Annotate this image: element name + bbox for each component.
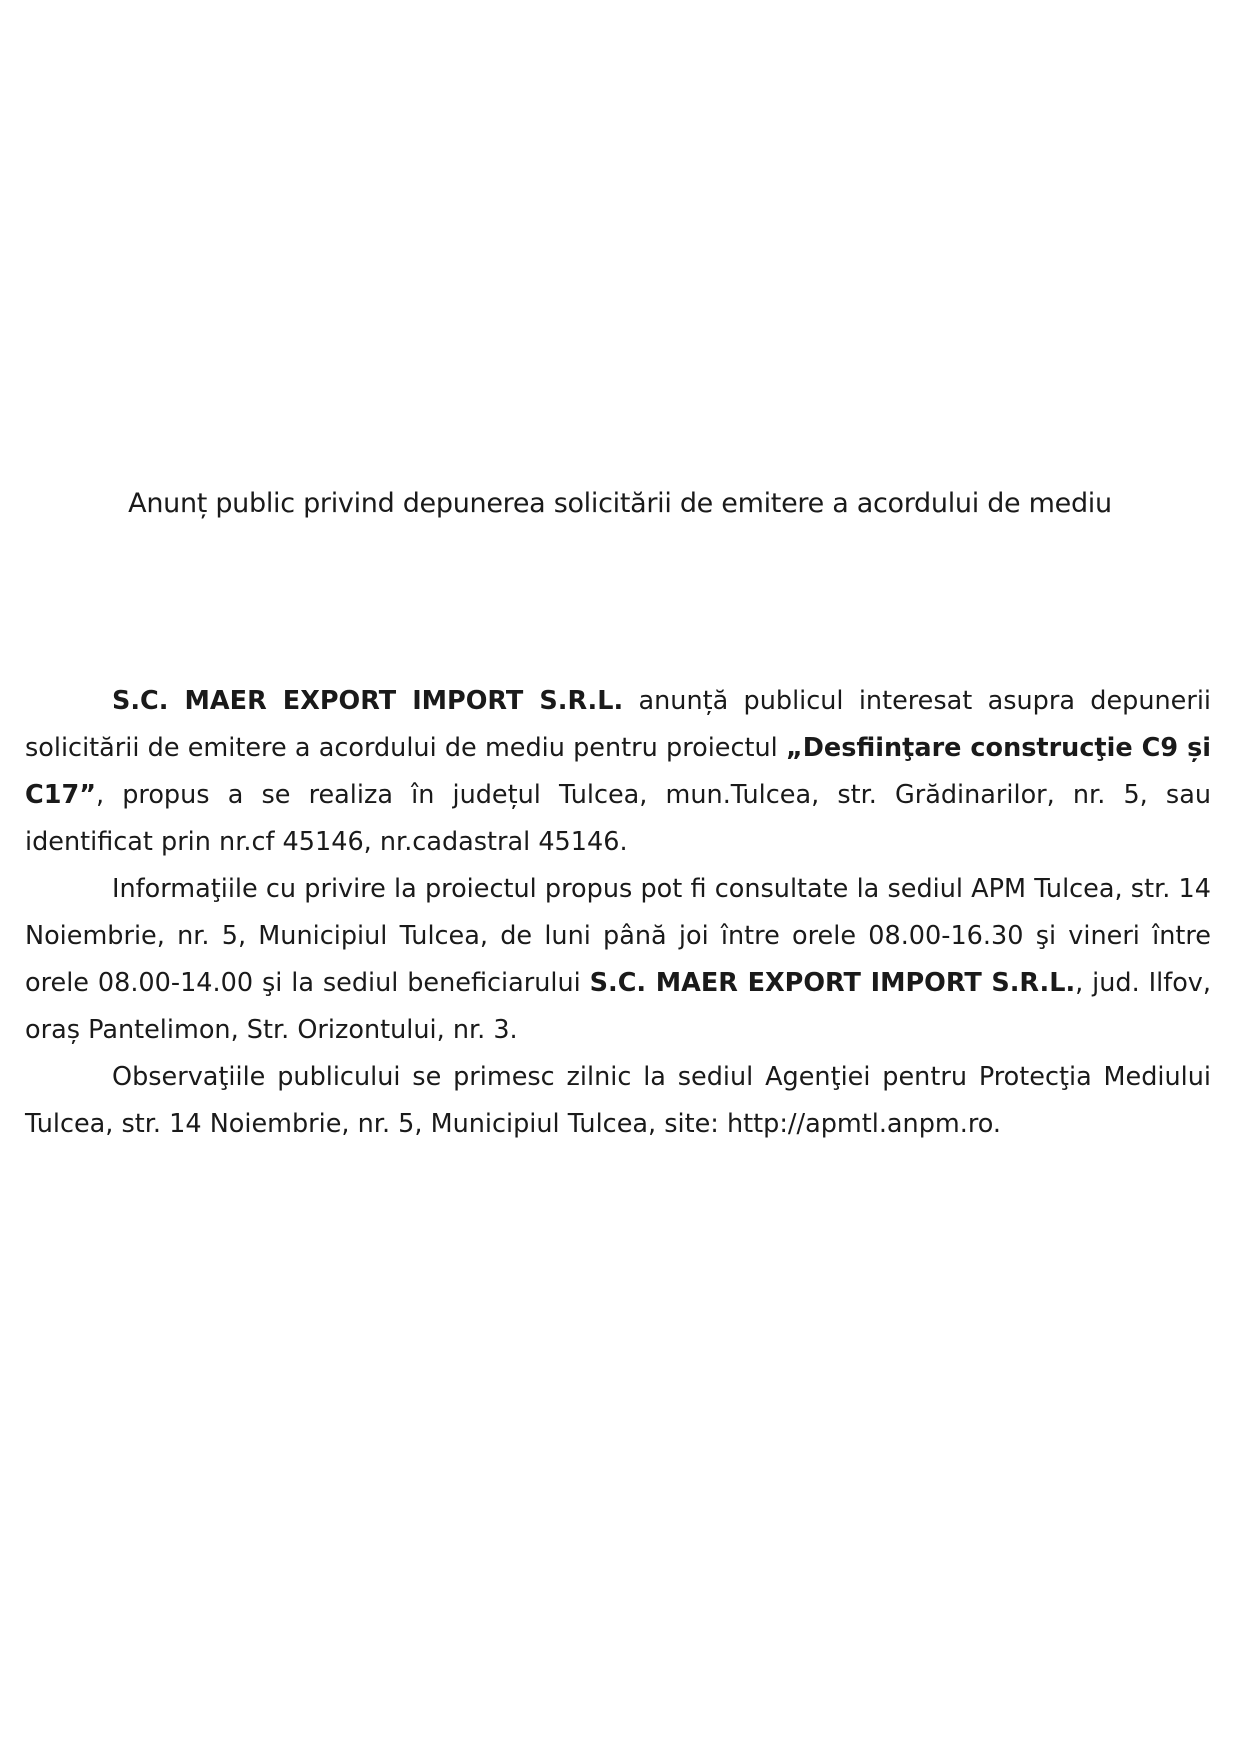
paragraph-text: Informaţiile cu privire la proiectul propus pot fi consultate la sediul APM Tulcea, str. 14 Noiembrie, nr. 5, Municipiul Tulcea, de luni până joi între orele 08.00-16.30 şi vineri între orele 08.00-14.00 şi la sediul beneficiarului	[25, 874, 1211, 998]
paragraph-text: anunță publicul interesat asupra depunerii solicitării de emitere a acordului de mediu pentru proiectul	[25, 686, 1211, 763]
paragraph-text: , jud. Ilfov, oraș Pantelimon, Str. Orizontului, nr. 3.	[25, 968, 1211, 1045]
company-name: S.C. MAER EXPORT IMPORT S.R.L.	[589, 968, 1076, 998]
paragraph-observations	[25, 1054, 1211, 1148]
document-body	[25, 678, 1211, 1148]
paragraph-consultation	[25, 866, 1211, 1054]
company-name: S.C. MAER EXPORT IMPORT S.R.L.	[112, 686, 624, 716]
project-name: „Desfiinţare construcţie C9 și C17”	[25, 733, 1211, 810]
document-title: Anunț public privind depunerea solicitării de emitere a acordului de mediu	[128, 488, 1112, 519]
paragraph-announcement	[25, 678, 1211, 866]
paragraph-text: , propus a se realiza în județul Tulcea, mun.Tulcea, str. Grădinarilor, nr. 5, sau identificat prin nr.cf 45146, nr.cadastral 45146.	[25, 780, 1211, 857]
paragraph-text: Observaţiile publicului se primesc zilnic la sediul Agenţiei pentru Protecţia Mediului Tulcea, str. 14 Noiembrie, nr. 5, Municipiul Tulcea, site: http://apmtl.anpm.ro.	[25, 1062, 1211, 1139]
